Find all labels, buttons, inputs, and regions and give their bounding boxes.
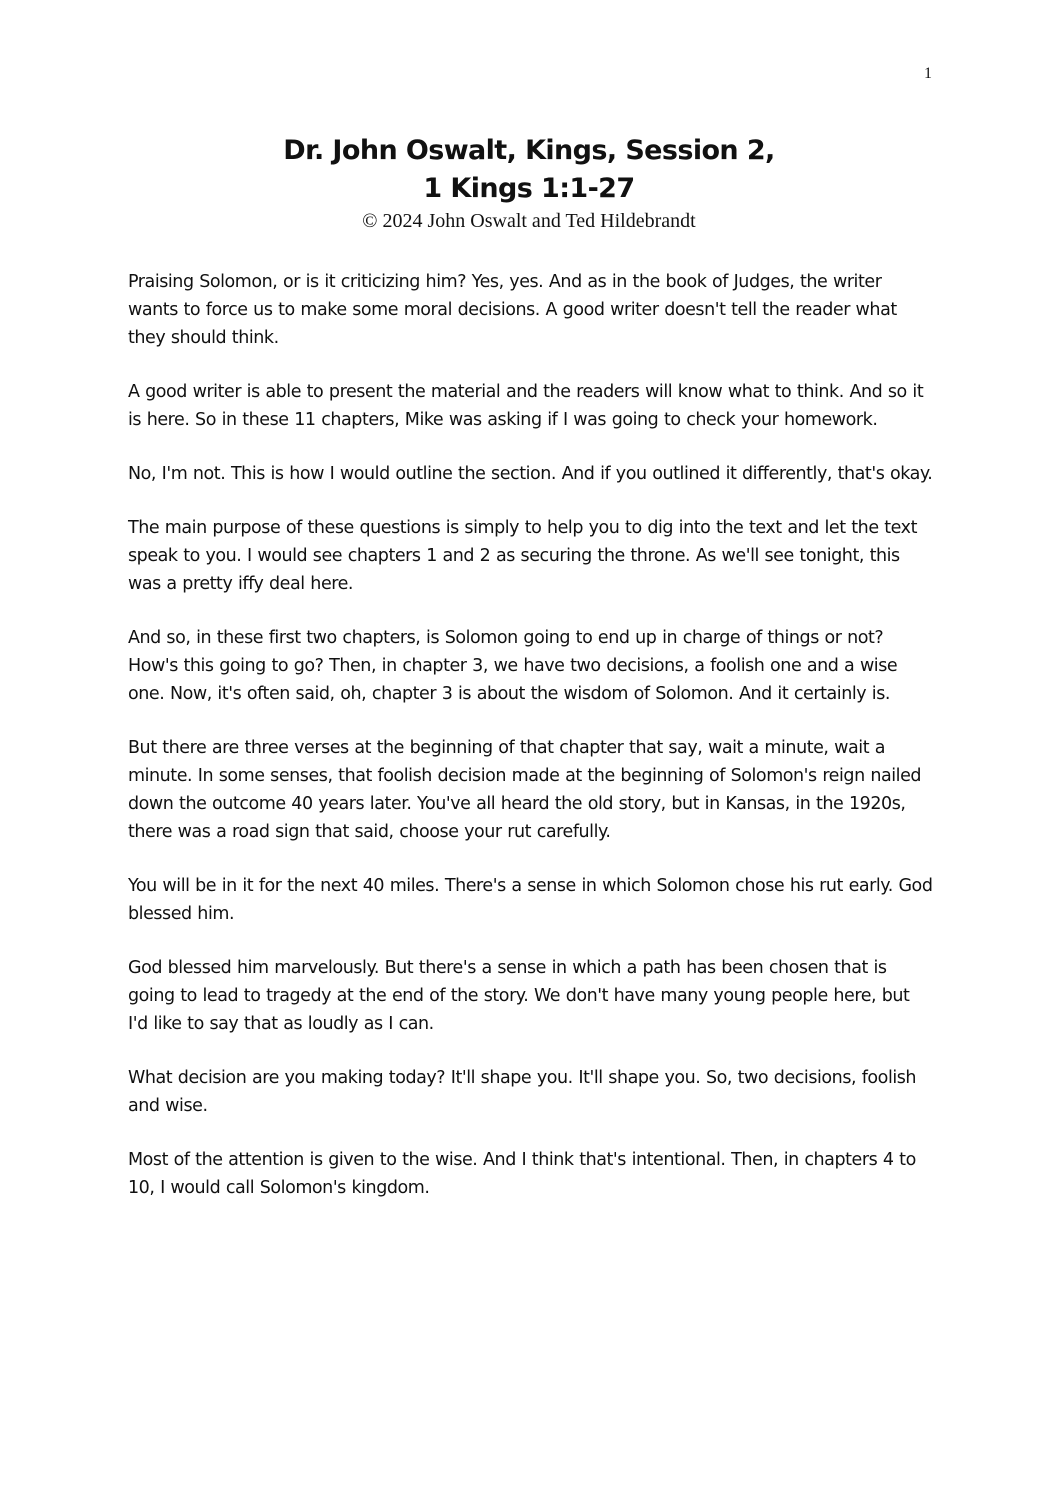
title-line-2: 1 Kings 1:1-27 <box>423 173 635 204</box>
paragraph: You will be in it for the next 40 miles. There's a sense in which Solomon chose his rut early. God blessed him. <box>128 876 933 924</box>
copyright-line: © 2024 John Oswalt and Ted Hildebrandt <box>362 210 696 232</box>
paragraph: A good writer is able to present the material and the readers will know what to think. And so it is here. So in these 11 chapters, Mike was asking if I was going to check your homework. <box>128 382 924 430</box>
paragraph: No, I'm not. This is how I would outline the section. And if you outlined it differently, that's okay. <box>128 464 933 484</box>
document-header <box>0 132 1058 234</box>
paragraph: And so, in these first two chapters, is Solomon going to end up in charge of things or not? How's this going to go? Then, in chapter 3, we have two decisions, a foolish one and a wise one. Now, it's often said, oh, chapter 3 is about the wisdom of Solomon. And it certainly is. <box>128 628 898 704</box>
paragraph: God blessed him marvelously. But there's a sense in which a path has been chosen that is going to lead to tragedy at the end of the story. We don't have many young people here, but I'd like to say that as loudly as I can. <box>128 958 910 1034</box>
document-body <box>128 268 933 1228</box>
paragraph: But there are three verses at the beginning of that chapter that say, wait a minute, wait a minute. In some senses, that foolish decision made at the beginning of Solomon's reign nailed down the outcome 40 years later. You've all heard the old story, but in Kansas, in the 1920s, there was a road sign that said, choose your rut carefully. <box>128 738 922 842</box>
paragraph: Praising Solomon, or is it criticizing him? Yes, yes. And as in the book of Judges, the writer wants to force us to make some moral decisions. A good writer doesn't tell the reader what they should think. <box>128 272 897 348</box>
paragraph: What decision are you making today? It'll shape you. It'll shape you. So, two decisions, foolish and wise. <box>128 1068 917 1116</box>
title-line-1: Dr. John Oswalt, Kings, Session 2, <box>283 135 775 166</box>
paragraph: Most of the attention is given to the wise. And I think that's intentional. Then, in chapters 4 to 10, I would call Solomon's kingdom. <box>128 1150 916 1198</box>
document-title <box>0 132 1058 208</box>
paragraph: The main purpose of these questions is simply to help you to dig into the text and let the text speak to you. I would see chapters 1 and 2 as securing the throne. As we'll see tonight, this was a pretty iffy deal here. <box>128 518 917 594</box>
page-number: 1 <box>924 65 932 82</box>
